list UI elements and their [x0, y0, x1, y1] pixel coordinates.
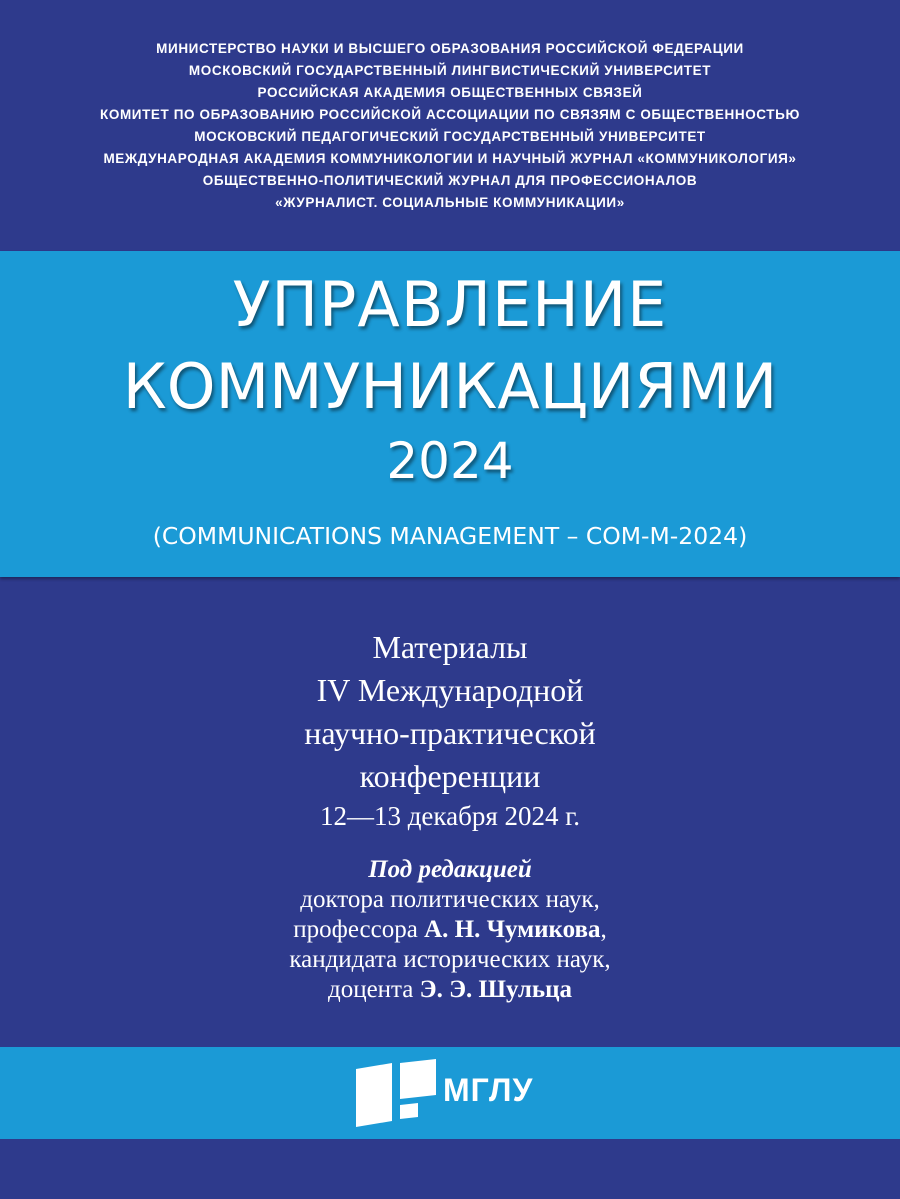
- open-book-icon: [356, 1059, 436, 1127]
- organizations-list: [0, 38, 900, 214]
- organization-line: КОМИТЕТ ПО ОБРАЗОВАНИЮ РОССИЙСКОЙ АССОЦИАЦИИ ПО СВЯЗЯМ С ОБЩЕСТВЕННОСТЬЮ: [100, 107, 800, 122]
- materials-line: конференции: [359, 758, 541, 794]
- editor-1-position: профессора: [293, 916, 418, 943]
- editor-1-suffix: ,: [600, 916, 607, 943]
- organization-line: МОСКОВСКИЙ ГОСУДАРСТВЕННЫЙ ЛИНГВИСТИЧЕСКИЙ УНИВЕРСИТЕТ: [188, 63, 712, 78]
- editor-2-degree: кандидата исторических наук,: [289, 946, 611, 973]
- book-title-line-1: УПРАВЛЕНИЕ: [232, 268, 668, 341]
- materials-line: IV Международной: [316, 672, 584, 708]
- organization-line: МИНИСТЕРСТВО НАУКИ И ВЫСШЕГО ОБРАЗОВАНИЯ РОССИЙСКОЙ ФЕДЕРАЦИИ: [156, 41, 744, 56]
- editor-1-name: А. Н. Чумикова: [424, 916, 601, 943]
- conference-description: [0, 626, 900, 834]
- editor-1-degree: доктора политических наук,: [300, 886, 600, 913]
- book-subtitle: (COMMUNICATIONS MANAGEMENT – COM-M-2024): [152, 522, 748, 550]
- organization-line: ОБЩЕСТВЕННО-ПОЛИТИЧЕСКИЙ ЖУРНАЛ ДЛЯ ПРОФЕССИОНАЛОВ: [202, 173, 698, 188]
- publisher-name: МГЛУ: [443, 1072, 534, 1108]
- book-title-line-2: КОММУНИКАЦИЯМИ: [122, 350, 778, 423]
- organization-line: МЕЖДУНАРОДНАЯ АКАДЕМИЯ КОММУНИКОЛОГИИ И НАУЧНЫЙ ЖУРНАЛ «КОММУНИКОЛОГИЯ»: [103, 151, 797, 166]
- editors-heading: Под редакцией: [368, 856, 532, 883]
- materials-line: Материалы: [372, 629, 528, 665]
- organization-line: РОССИЙСКАЯ АКАДЕМИЯ ОБЩЕСТВЕННЫХ СВЯЗЕЙ: [257, 85, 643, 100]
- materials-line: научно-практической: [304, 715, 596, 751]
- editors-block: [0, 855, 900, 1005]
- editor-2-name: Э. Э. Шульца: [419, 976, 573, 1003]
- book-title-year: 2024: [386, 432, 514, 490]
- conference-dates: 12—13 декабря 2024 г.: [319, 801, 581, 831]
- editor-1-line: [0, 915, 900, 945]
- editor-2-position: доцента: [327, 976, 414, 1003]
- organization-line: МОСКОВСКИЙ ПЕДАГОГИЧЕСКИЙ ГОСУДАРСТВЕННЫЙ УНИВЕРСИТЕТ: [194, 129, 706, 144]
- organization-line: «ЖУРНАЛИСТ. СОЦИАЛЬНЫЕ КОММУНИКАЦИИ»: [275, 195, 625, 210]
- editor-2-line: [0, 975, 900, 1005]
